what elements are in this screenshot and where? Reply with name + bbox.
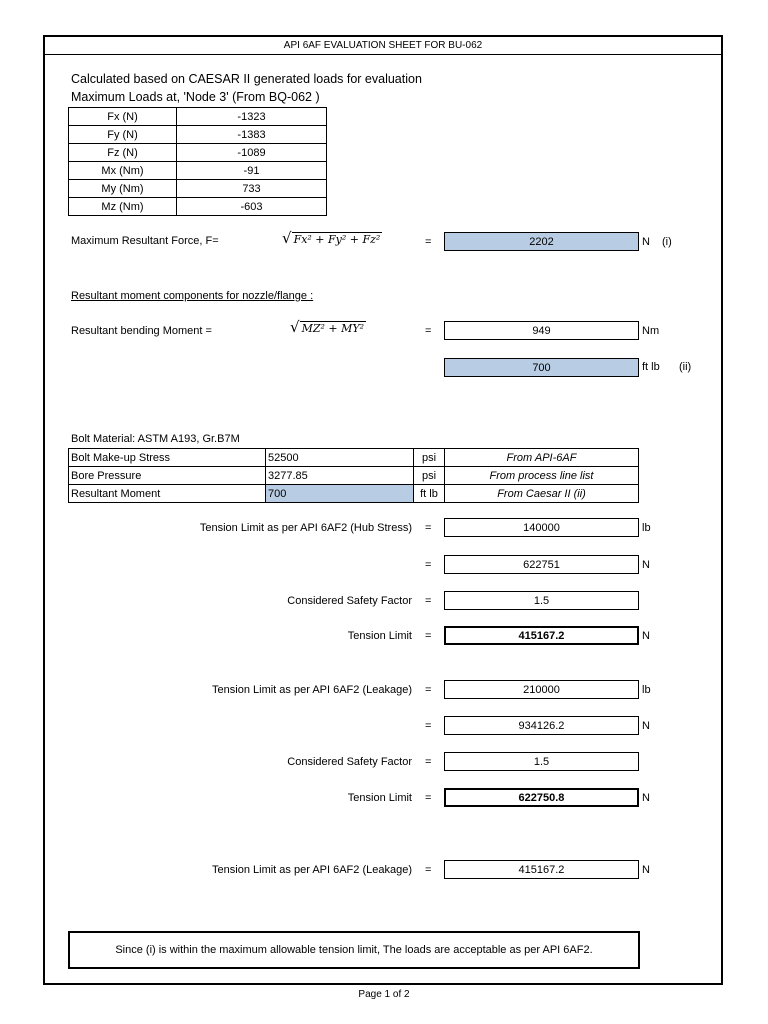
bolt-param-value: 52500 xyxy=(266,449,414,467)
load-value: -1383 xyxy=(177,126,327,144)
load-row xyxy=(69,198,327,216)
load-row xyxy=(69,108,327,126)
resultant-moment-formula: √ MZ² + MY² xyxy=(290,318,365,336)
load-row xyxy=(69,162,327,180)
leak-unit-lb: lb xyxy=(642,684,651,696)
load-row xyxy=(69,180,327,198)
intro-line-2: Maximum Loads at, 'Node 3' (From BQ-062 ) xyxy=(71,90,320,104)
final-eq: = xyxy=(425,864,432,876)
bolt-table xyxy=(68,448,639,503)
leak-limit-label: Tension Limit xyxy=(347,792,412,804)
leak-value-lb: 210000 xyxy=(444,680,639,699)
hub-limit-unit: N xyxy=(642,630,650,642)
load-row xyxy=(69,144,327,162)
bolt-param-unit: psi xyxy=(414,449,445,467)
bolt-param-name: Resultant Moment xyxy=(69,485,266,503)
bolt-param-source: From Caesar II (ii) xyxy=(445,485,639,503)
load-value: -1089 xyxy=(177,144,327,162)
resultant-moment-value-nm: 949 xyxy=(444,321,639,340)
leak-limit-value: 622750.8 xyxy=(444,788,639,807)
hub-sf-eq: = xyxy=(425,595,432,607)
bolt-param-source: From process line list xyxy=(445,467,639,485)
load-label: My (Nm) xyxy=(69,180,177,198)
hub-eq: = xyxy=(425,522,432,534)
resultant-moment-ref: (ii) xyxy=(679,361,692,373)
hub-unit-lb: lb xyxy=(642,522,651,534)
hub-eq-n: = xyxy=(425,559,432,571)
leak-value-n: 934126.2 xyxy=(444,716,639,735)
load-label: Fx (N) xyxy=(69,108,177,126)
load-value: -91 xyxy=(177,162,327,180)
load-label: Fy (N) xyxy=(69,126,177,144)
leak-unit-n: N xyxy=(642,720,650,732)
leak-sf-label: Considered Safety Factor xyxy=(287,756,412,768)
final-value: 415167.2 xyxy=(444,860,639,879)
intro-line-1: Calculated based on CAESAR II generated loads for evaluation xyxy=(71,72,422,86)
final-label: Tension Limit as per API 6AF2 (Leakage) xyxy=(212,864,412,876)
load-value: -603 xyxy=(177,198,327,216)
leak-eq: = xyxy=(425,684,432,696)
hub-limit-value: 415167.2 xyxy=(444,626,639,645)
load-label: Fz (N) xyxy=(69,144,177,162)
loads-table xyxy=(68,107,327,216)
hub-sf-label: Considered Safety Factor xyxy=(287,595,412,607)
resultant-moment-value-ftlb: 700 xyxy=(444,358,639,377)
bolt-param-source: From API-6AF xyxy=(445,449,639,467)
load-value: -1323 xyxy=(177,108,327,126)
leak-label: Tension Limit as per API 6AF2 (Leakage) xyxy=(212,684,412,696)
bolt-param-name: Bolt Make-up Stress xyxy=(69,449,266,467)
resultant-force-ref: (i) xyxy=(662,236,672,248)
load-label: Mz (Nm) xyxy=(69,198,177,216)
hub-value-n: 622751 xyxy=(444,555,639,574)
leak-eq-n: = xyxy=(425,720,432,732)
bolt-param-value: 700 xyxy=(266,485,414,503)
bolt-material: Bolt Material: ASTM A193, Gr.B7M xyxy=(71,433,240,445)
hub-limit-eq: = xyxy=(425,630,432,642)
resultant-moment-unit-ftlb: ft lb xyxy=(642,361,660,373)
bolt-row xyxy=(69,485,639,503)
resultant-force-label: Maximum Resultant Force, F= xyxy=(71,235,219,247)
moment-section-heading: Resultant moment components for nozzle/flange : xyxy=(71,290,314,302)
bolt-param-unit: ft lb xyxy=(414,485,445,503)
resultant-force-value: 2202 xyxy=(444,232,639,251)
bolt-row xyxy=(69,449,639,467)
conclusion-note: Since (i) is within the maximum allowable tension limit, The loads are acceptable as per API 6AF2. xyxy=(68,931,640,969)
sheet-title: API 6AF EVALUATION SHEET FOR BU-062 xyxy=(45,37,721,55)
hub-limit-label: Tension Limit xyxy=(347,630,412,642)
bolt-param-value: 3277.85 xyxy=(266,467,414,485)
resultant-moment-unit-nm: Nm xyxy=(642,325,660,337)
bolt-row xyxy=(69,467,639,485)
resultant-force-formula: √ Fx² + Fy² + Fz² xyxy=(282,229,381,247)
hub-value-lb: 140000 xyxy=(444,518,639,537)
resultant-moment-eq: = xyxy=(425,325,432,337)
hub-unit-n: N xyxy=(642,559,650,571)
resultant-moment-label: Resultant bending Moment = xyxy=(71,325,212,337)
page-footer: Page 1 of 2 xyxy=(358,989,410,1000)
leak-limit-eq: = xyxy=(425,792,432,804)
load-label: Mx (Nm) xyxy=(69,162,177,180)
leak-sf-value: 1.5 xyxy=(444,752,639,771)
load-row xyxy=(69,126,327,144)
resultant-force-unit: N xyxy=(642,236,650,248)
hub-sf-value: 1.5 xyxy=(444,591,639,610)
bolt-param-unit: psi xyxy=(414,467,445,485)
leak-limit-unit: N xyxy=(642,792,650,804)
final-unit: N xyxy=(642,864,650,876)
bolt-param-name: Bore Pressure xyxy=(69,467,266,485)
load-value: 733 xyxy=(177,180,327,198)
leak-sf-eq: = xyxy=(425,756,432,768)
hub-label: Tension Limit as per API 6AF2 (Hub Stress) xyxy=(199,522,412,534)
resultant-force-eq: = xyxy=(425,236,432,248)
